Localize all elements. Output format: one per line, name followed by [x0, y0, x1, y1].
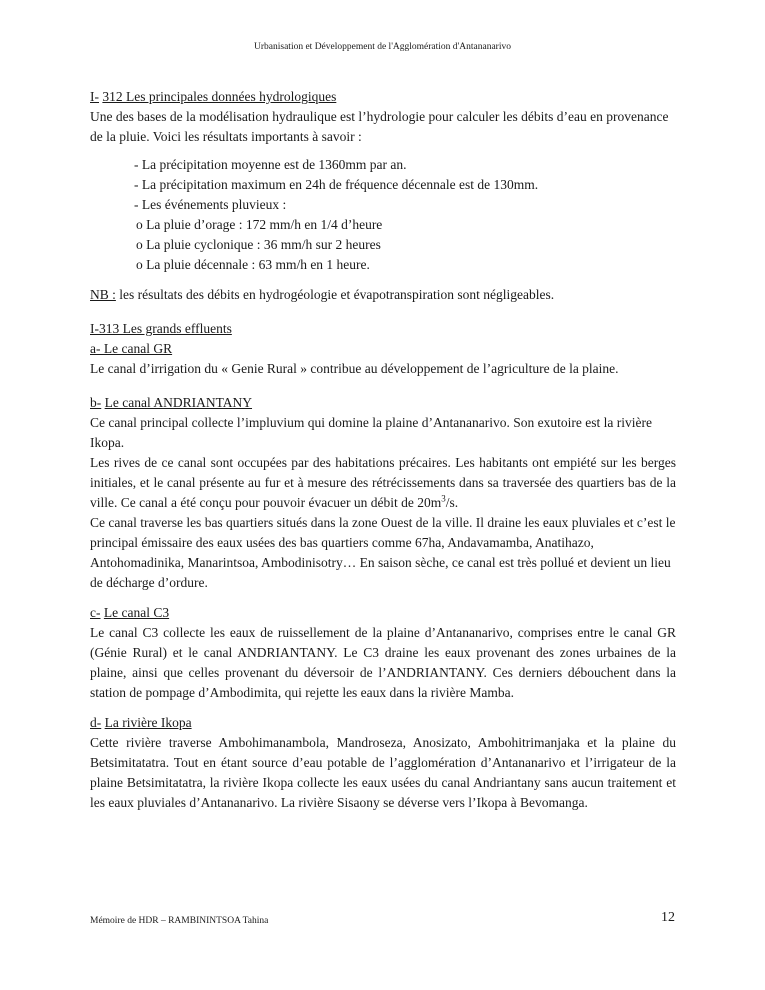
canal-c3-heading — [90, 603, 676, 623]
canal-andriantany-text-3: Ce canal traverse les bas quartiers situés dans la zone Ouest de la ville. Il draine les eaux pluviales et c’est le principal émissaire des eaux usées des bas quartiers comme 67ha, Andavamamba, Anatihazo, Antohomadinika, Manarintsoa, Ambodinisotry… En saison sèche, ce canal est très pollué et devient un lieu de décharge d’ordure. — [90, 515, 676, 590]
canal-andriantany-text-1: Ce canal principal collecte l’impluvium qui domine la plaine d’Antananarivo. Son exutoire est la rivière Ikopa. — [90, 415, 652, 450]
list-item: - La précipitation maximum en 24h de fréquence décennale est de 130mm. — [134, 177, 539, 192]
page-number: 12 — [661, 910, 675, 925]
list-item: o La pluie d’orage : 172 mm/h en 1/4 d’heure — [136, 217, 383, 232]
ikopa-heading — [90, 713, 676, 733]
canal-c3-title: Le canal C3 — [103, 605, 170, 620]
canal-andriantany-text-2 — [90, 453, 676, 513]
cubic-superscript: 3 — [441, 493, 446, 504]
canal-c3-text: Le canal C3 collecte les eaux de ruissellement de la plaine d’Antananarivo, comprises entre le canal GR (Génie Rural) et le canal ANDRIANTANY. Le C3 draine les eaux provenant des zones urbaines de la plaine, ainsi que celles provenant du déversoir de l’ANDRIANTANY. Ces derniers débouchent dans la station de pompage d’Ambodimita, qui rejette les eaux dans la rivière Mamba. — [90, 625, 676, 700]
canal-andriantany-heading — [90, 393, 676, 413]
list-item: o La pluie décennale : 63 mm/h en 1 heure. — [136, 257, 370, 272]
list-item: - La précipitation moyenne est de 1360mm par an. — [134, 157, 407, 172]
ikopa-text: Cette rivière traverse Ambohimanambola, Mandroseza, Anosizato, Ambohitrimanjaka et la plaine du Betsimitatatra. Tout en étant source d’eau potable de l’agglomération d’Antananarivo et l’irrigateur de la plaine Betsimitatatra, la rivière Ikopa collecte les eaux usées du canal Andriantany sans aucun traitement et les eaux pluviales d’Antananarivo. La rivière Sisaony se déverse vers l’Ikopa à Bevomanga. — [90, 735, 676, 810]
ikopa-number: d- — [90, 715, 102, 730]
section-313-title: I-313 Les grands effluents — [90, 321, 232, 336]
nb-note — [90, 285, 676, 305]
nb-label: NB : — [90, 287, 116, 302]
section-312-heading — [90, 87, 676, 107]
section-312-title: 312 Les principales données hydrologiques — [102, 89, 337, 104]
canal-andriantany-text-2-main: Les rives de ce canal sont occupées par des habitations précaires. Les habitants ont empiété sur les berges initiales, et le canal présente au fur et à mesure des rétrécissements dans sa traversée des quartiers bas de la ville. Ce canal a été conçu pour pouvoir évacuer un débit de 20m — [90, 455, 676, 510]
running-header: Urbanisation et Développement de l'Agglomération d'Antananarivo — [254, 42, 511, 52]
rain-events-list — [136, 215, 676, 275]
ikopa-title: La rivière Ikopa — [104, 715, 192, 730]
document-body — [90, 87, 676, 813]
list-item: o La pluie cyclonique : 36 mm/h sur 2 heures — [136, 237, 381, 252]
canal-andriantany-text-2-end: /s. — [445, 495, 459, 510]
section-312-intro: Une des bases de la modélisation hydraulique est l’hydrologie pour calculer les débits d’eau en provenance de la pluie. Voici les résultats importants à savoir : — [90, 109, 669, 144]
list-item: - Les événements pluvieux : — [134, 197, 287, 212]
section-312-number: I- — [90, 89, 99, 104]
canal-andriantany-title: Le canal ANDRIANTANY — [104, 395, 253, 410]
rainfall-list — [134, 155, 676, 215]
canal-c3-number: c- — [90, 605, 101, 620]
nb-text: les résultats des débits en hydrogéologie et évapotranspiration sont négligeables. — [115, 287, 555, 302]
canal-gr-title: a- Le canal GR — [90, 341, 173, 356]
footer-author: Mémoire de HDR – RAMBININTSOA Tahina — [90, 916, 269, 926]
canal-andriantany-number: b- — [90, 395, 102, 410]
canal-gr-text: Le canal d’irrigation du « Genie Rural » contribue au développement de l’agriculture de la plaine. — [90, 361, 619, 376]
